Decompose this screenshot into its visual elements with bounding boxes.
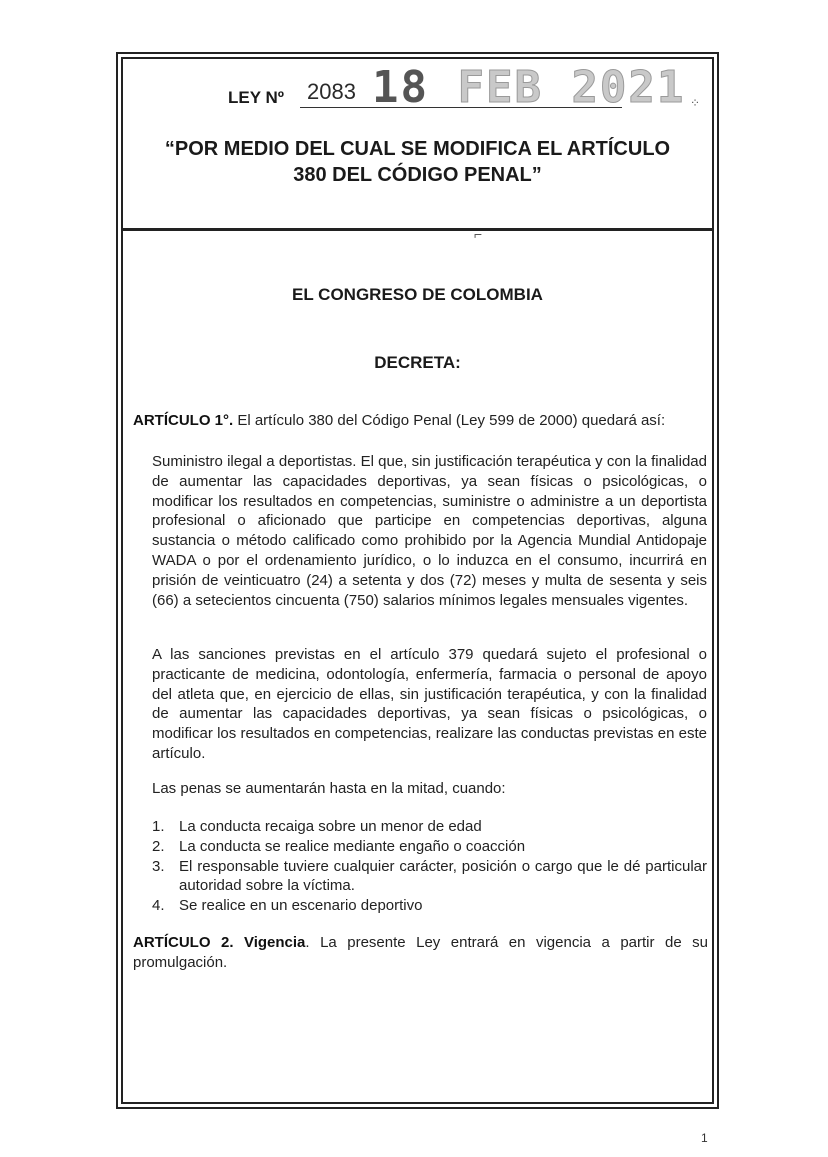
- list-item-number: 4.: [152, 897, 165, 915]
- list-item-text: El responsable tuviere cualquier carácter, posición o cargo que le dé particular autoridad sobre la víctima.: [179, 857, 707, 895]
- articulo-1-intro-text: El artículo 380 del Código Penal (Ley 599 de 2000) quedará así:: [233, 412, 666, 429]
- articulo-1-label: ARTÍCULO 1°.: [133, 412, 234, 429]
- list-item: [152, 896, 707, 916]
- ley-number: 2083: [307, 79, 356, 104]
- title-line-1: “POR MEDIO DEL CUAL SE MODIFICA EL ARTÍCULO: [164, 138, 671, 160]
- scan-mark: ⁘: [690, 96, 701, 110]
- issuer-heading: EL CONGRESO DE COLOMBIA: [292, 285, 543, 304]
- articulo-1-paragraph-2: A las sanciones previstas en el artículo 379 quedará sujeto el profesional o practicante de medicina, odontología, enfermería, farmacia o personal de apoyo del atleta que, en ejercicio de ellas, sin justificación terapéutica, y con la finalidad de aumentar las capacidades deportivas, ya sean físicas o psicológicas, o modificar los resultados en competencias, realizare las conductas previstas en este artículo.: [152, 646, 707, 762]
- stamp-day: 18: [372, 62, 429, 113]
- list-item-text: La conducta recaiga sobre un menor de edad: [179, 818, 482, 835]
- list-item: [152, 837, 707, 857]
- ley-label: LEY Nº: [228, 88, 284, 107]
- list-item-number: 1.: [152, 818, 165, 835]
- stamp-month-year: FEB 2021: [457, 62, 686, 113]
- list-item-number: 2.: [152, 837, 165, 855]
- aggravating-circumstances-list: [152, 817, 707, 916]
- list-item-number: 3.: [152, 857, 165, 875]
- list-item: [152, 857, 707, 897]
- header-divider: [121, 228, 714, 231]
- list-item: [152, 817, 707, 837]
- scan-mark: ⌐: [474, 226, 483, 242]
- title-line-2: 380 DEL CÓDIGO PENAL”: [293, 164, 542, 186]
- articulo-2: [133, 933, 708, 973]
- list-item-text: La conducta se realice mediante engaño o coacción: [179, 837, 526, 855]
- articulo-2-label: ARTÍCULO 2. Vigencia: [133, 934, 306, 951]
- articulo-1-paragraph-3: Las penas se aumentarán hasta en la mitad, cuando:: [152, 780, 506, 797]
- document-title: [121, 136, 714, 188]
- articulo-2-text: . La presente Ley entrará en vigencia a partir de su promulgación.: [133, 934, 708, 971]
- articulo-1-paragraph-1: Suministro ilegal a deportistas. El que, sin justificación terapéutica y con la finalidad de aumentar las capacidades deportivas, ya sean físicas o psicológicas, o modificar los resultados en competencias, suministre o administre a un deportista profesional o aficionado que participe en competencias deportivas, alguna sustancia o método calificado como prohibido por la Agencia Mundial Antidopaje WADA o por el ordenamiento jurídico, o lo induzca en el consumo, incurrirá en prisión de veinticuatro (24) a setenta y dos (72) meses y multa de sesenta y seis (66) a setecientos cincuenta (750) salarios mínimos legales mensuales vigentes.: [152, 453, 707, 609]
- date-stamp: [372, 62, 685, 113]
- ley-underline: [300, 107, 622, 108]
- articulo-1-intro: [133, 411, 708, 431]
- list-item-text: Se realice en un escenario deportivo: [179, 897, 423, 915]
- decreta-heading: DECRETA:: [374, 353, 461, 372]
- page-number: 1: [701, 1131, 708, 1145]
